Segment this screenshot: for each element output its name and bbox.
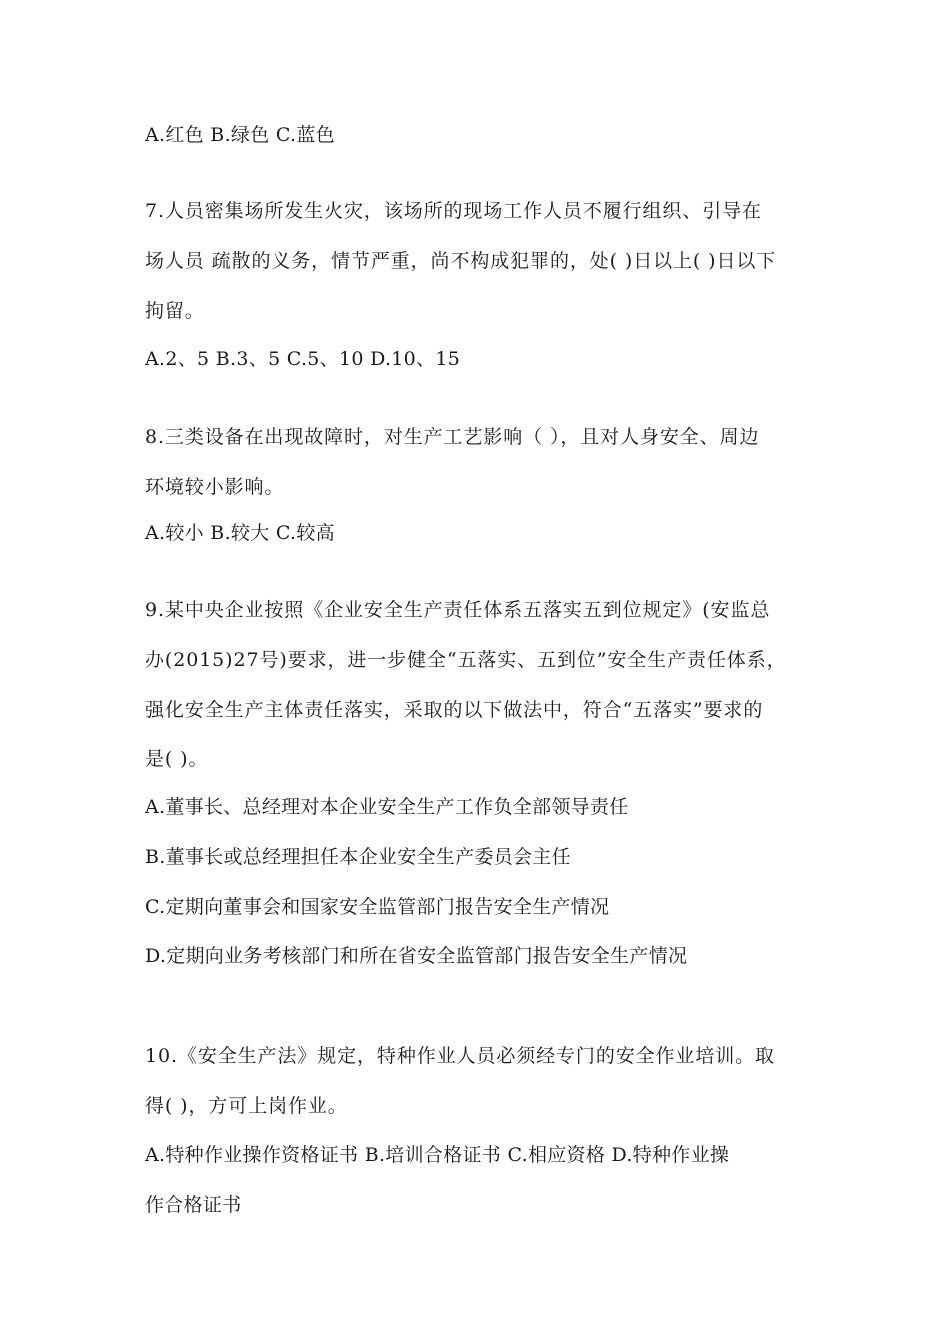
q9-option-d: D.定期向业务考核部门和所在省安全监管部门报告安全生产情况 xyxy=(145,945,688,967)
q9-text-line-4: 是( )。 xyxy=(145,748,209,770)
q8-options: A.较小 B.较大 C.较高 xyxy=(145,522,335,544)
q7-text-line-2: 场人员 疏散的义务，情节严重，尚不构成犯罪的，处( )日以上( )日以下 xyxy=(145,250,777,272)
q10-options-line-2: 作合格证书 xyxy=(145,1194,242,1216)
q9-option-b: B.董事长或总经理担任本企业安全生产委员会主任 xyxy=(145,846,571,868)
q10-text-line-1: 10.《安全生产法》规定，特种作业人员必须经专门的安全作业培训。取 xyxy=(145,1045,775,1067)
q8-text-line-2: 环境较小影响。 xyxy=(145,476,285,498)
q9-option-c: C.定期向董事会和国家安全监管部门报告安全生产情况 xyxy=(145,896,610,918)
q9-text-line-2: 办(2015)27号)要求，进一步健全“五落实、五到位”安全生产责任体系， xyxy=(145,649,787,671)
q10-text-line-2: 得( )，方可上岗作业。 xyxy=(145,1095,348,1117)
q7-text-line-1: 7.人员密集场所发生火灾，该场所的现场工作人员不履行组织、引导在 xyxy=(145,200,762,222)
q9-option-a: A.董事长、总经理对本企业安全生产工作负全部领导责任 xyxy=(145,796,629,818)
q9-text-line-3: 强化安全生产主体责任落实，采取的以下做法中，符合“五落实”要求的 xyxy=(145,699,764,721)
q6-options: A.红色 B.绿色 C.蓝色 xyxy=(145,124,335,146)
q7-options: A.2、5 B.3、5 C.5、10 D.10、15 xyxy=(145,348,461,370)
q9-text-line-1: 9.某中央企业按照《企业安全生产责任体系五落实五到位规定》(安监总 xyxy=(145,599,771,621)
q7-text-line-3: 拘留。 xyxy=(145,300,205,322)
q8-text-line-1: 8.三类设备在出现故障时，对生产工艺影响（ ），且对人身安全、周边 xyxy=(145,426,760,448)
q10-options-line-1: A.特种作业操作资格证书 B.培训合格证书 C.相应资格 D.特种作业操 xyxy=(145,1144,730,1166)
